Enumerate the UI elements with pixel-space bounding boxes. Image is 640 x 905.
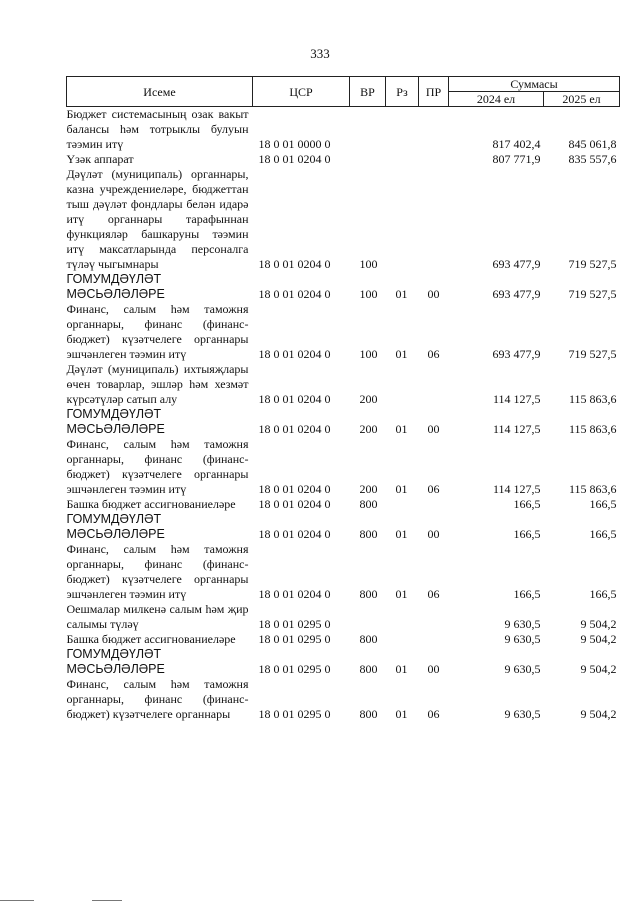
header-csr: ЦСР xyxy=(253,77,350,107)
row-amount-2025: 845 061,8 xyxy=(568,137,617,151)
row-pr xyxy=(419,152,449,167)
row-amount-2024: 9 630,5 xyxy=(504,632,541,646)
row-amount-2024: 693 477,9 xyxy=(492,347,541,361)
row-amount-2025: 166,5 xyxy=(589,587,617,601)
row-amount-2024: 9 630,5 xyxy=(504,707,541,721)
row-vr: 800 xyxy=(359,632,378,646)
header-pr: ПР xyxy=(419,77,449,107)
row-amount-2025: 9 504,2 xyxy=(580,617,617,631)
row-vr xyxy=(350,152,386,167)
row-pr xyxy=(419,107,449,153)
row-amount-2024: 166,5 xyxy=(513,497,541,511)
row-amount-2025: 719 527,5 xyxy=(568,347,617,361)
row-rz: 01 xyxy=(395,587,408,601)
row-csr: 18 0 01 0295 0 xyxy=(258,662,331,676)
row-vr: 200 xyxy=(359,482,378,496)
row-amount-2024: 693 477,9 xyxy=(492,287,541,301)
row-vr: 200 xyxy=(359,392,378,406)
header-vr: ВР xyxy=(350,77,386,107)
table-row xyxy=(67,407,620,437)
row-amount-2025: 9 504,2 xyxy=(580,707,617,721)
table-row xyxy=(67,272,620,302)
row-pr: 06 xyxy=(427,347,440,361)
row-pr: 00 xyxy=(427,527,440,541)
row-csr: 18 0 01 0295 0 xyxy=(258,617,331,631)
row-amount-2025: 9 504,2 xyxy=(580,632,617,646)
row-amount-2025: 719 527,5 xyxy=(568,257,617,271)
row-name: Башка бюджет ассигнованиеләре xyxy=(66,497,236,511)
row-name: Финанс, салым һәм таможня органнары, финанс (финанс-бюджет) күзәтчелеге органнары xyxy=(66,677,249,721)
row-pr: 06 xyxy=(427,707,440,721)
header-year-2025: 2025 ел xyxy=(544,92,620,107)
row-csr: 18 0 01 0204 0 xyxy=(258,497,331,511)
budget-table xyxy=(66,76,620,722)
row-amount-2024: 114 127,5 xyxy=(492,482,541,496)
row-pr xyxy=(419,632,449,647)
row-amount-2024: 114 127,5 xyxy=(492,392,541,406)
row-name: Башка бюджет ассигнованиеләре xyxy=(66,632,236,646)
table-row xyxy=(67,362,620,407)
table-row xyxy=(67,167,620,272)
header-rz: Рз xyxy=(386,77,419,107)
table-row xyxy=(67,602,620,632)
row-vr: 800 xyxy=(359,707,378,721)
row-rz xyxy=(386,602,419,632)
row-csr: 18 0 01 0204 0 xyxy=(258,482,331,496)
row-amount-2024: 166,5 xyxy=(513,527,541,541)
row-rz: 01 xyxy=(395,287,408,301)
row-csr: 18 0 01 0204 0 xyxy=(258,257,331,271)
row-csr: 18 0 01 0204 0 xyxy=(258,392,331,406)
row-name: Бюджет системасының озак вакыт балансы һәм тотрыклы булуын тәэмин итү xyxy=(66,107,249,151)
row-pr: 00 xyxy=(427,662,440,676)
row-rz xyxy=(386,497,419,512)
row-pr: 06 xyxy=(427,482,440,496)
row-name: ГОМУМДӘҮЛӘТ МӘСЬӘЛӘЛӘРЕ xyxy=(66,272,165,301)
table-body xyxy=(67,107,620,723)
row-amount-2025: 115 863,6 xyxy=(568,482,617,496)
row-pr xyxy=(419,362,449,407)
table-row xyxy=(67,632,620,647)
row-name: Финанс, салым һәм таможня органнары, финанс (финанс-бюджет) күзәтчелеге органнары эшчәнлеген тәэмин итү xyxy=(66,302,249,361)
row-rz: 01 xyxy=(395,347,408,361)
row-pr: 00 xyxy=(427,287,440,301)
row-amount-2025: 115 863,6 xyxy=(568,392,617,406)
row-rz xyxy=(386,632,419,647)
header-sums: Суммасы xyxy=(449,77,620,92)
row-amount-2024: 817 402,4 xyxy=(492,137,541,151)
row-pr: 06 xyxy=(427,587,440,601)
row-csr: 18 0 01 0204 0 xyxy=(258,152,331,166)
row-rz: 01 xyxy=(395,527,408,541)
row-vr: 800 xyxy=(359,587,378,601)
row-vr: 800 xyxy=(359,527,378,541)
row-csr: 18 0 01 0204 0 xyxy=(258,527,331,541)
row-name: Дәүләт (муниципаль) органнары, казна учреждениеләре, бюджеттан тыш дәүләт фондлары белән идарә итү органнары тарафыннан функцияләр башкаруны тәэмин итү максатларында персоналга түләү чыгымнары xyxy=(66,167,249,271)
table-row xyxy=(67,542,620,602)
row-name: Финанс, салым һәм таможня органнары, финанс (финанс-бюджет) күзәтчелеге органнары эшчәнлеген тәэмин итү xyxy=(66,437,249,496)
row-amount-2024: 693 477,9 xyxy=(492,257,541,271)
row-csr: 18 0 01 0000 0 xyxy=(258,137,331,151)
row-csr: 18 0 01 0204 0 xyxy=(258,587,331,601)
row-pr xyxy=(419,602,449,632)
footer-rule-right xyxy=(92,900,122,901)
row-csr: 18 0 01 0204 0 xyxy=(258,287,331,301)
table-row xyxy=(67,107,620,153)
row-csr: 18 0 01 0204 0 xyxy=(258,347,331,361)
header-name: Исеме xyxy=(67,77,253,107)
row-vr: 200 xyxy=(359,422,378,436)
row-rz: 01 xyxy=(395,707,408,721)
footer-rule-left xyxy=(0,900,34,901)
row-amount-2025: 115 863,6 xyxy=(568,422,617,436)
row-name: Дәүләт (муниципаль) ихтыяҗлары өчен товарлар, эшләр һәм хезмәт күрсәтүләр сатып алу xyxy=(66,362,249,406)
table-row xyxy=(67,647,620,677)
row-rz xyxy=(386,152,419,167)
row-vr: 800 xyxy=(359,662,378,676)
row-csr: 18 0 01 0204 0 xyxy=(258,422,331,436)
row-rz: 01 xyxy=(395,662,408,676)
row-vr xyxy=(350,107,386,153)
row-rz xyxy=(386,362,419,407)
row-vr: 800 xyxy=(359,497,378,511)
row-pr xyxy=(419,167,449,272)
table-row xyxy=(67,302,620,362)
row-csr: 18 0 01 0295 0 xyxy=(258,632,331,646)
row-name: ГОМУМДӘҮЛӘТ МӘСЬӘЛӘЛӘРЕ xyxy=(66,407,165,436)
table-row xyxy=(67,512,620,542)
row-amount-2025: 9 504,2 xyxy=(580,662,617,676)
row-name: ГОМУМДӘҮЛӘТ МӘСЬӘЛӘЛӘРЕ xyxy=(66,647,165,676)
row-amount-2025: 719 527,5 xyxy=(568,287,617,301)
row-amount-2024: 9 630,5 xyxy=(504,662,541,676)
row-amount-2024: 166,5 xyxy=(513,587,541,601)
row-name: ГОМУМДӘҮЛӘТ МӘСЬӘЛӘЛӘРЕ xyxy=(66,512,165,541)
row-amount-2024: 9 630,5 xyxy=(504,617,541,631)
row-name: Финанс, салым һәм таможня органнары, финанс (финанс-бюджет) күзәтчелеге органнары эшчәнлеген тәэмин итү xyxy=(66,542,249,601)
row-name: Оешмалар милкенә салым һәм җир салымы түләү xyxy=(66,602,249,631)
table-row xyxy=(67,437,620,497)
row-rz: 01 xyxy=(395,482,408,496)
row-amount-2024: 807 771,9 xyxy=(492,152,541,166)
table-row xyxy=(67,677,620,722)
row-pr: 00 xyxy=(427,422,440,436)
row-rz xyxy=(386,107,419,153)
row-csr: 18 0 01 0295 0 xyxy=(258,707,331,721)
row-amount-2025: 166,5 xyxy=(589,527,617,541)
row-vr: 100 xyxy=(359,287,378,301)
row-name: Үзәк аппарат xyxy=(66,152,134,166)
page-number: 333 xyxy=(310,46,330,61)
row-rz xyxy=(386,167,419,272)
table-row xyxy=(67,497,620,512)
row-vr: 100 xyxy=(359,347,378,361)
row-amount-2024: 114 127,5 xyxy=(492,422,541,436)
table-row xyxy=(67,152,620,167)
row-vr xyxy=(350,602,386,632)
row-rz: 01 xyxy=(395,422,408,436)
header-year-2024: 2024 ел xyxy=(449,92,544,107)
row-vr: 100 xyxy=(359,257,378,271)
row-pr xyxy=(419,497,449,512)
row-amount-2025: 835 557,6 xyxy=(568,152,617,166)
row-amount-2025: 166,5 xyxy=(589,497,617,511)
